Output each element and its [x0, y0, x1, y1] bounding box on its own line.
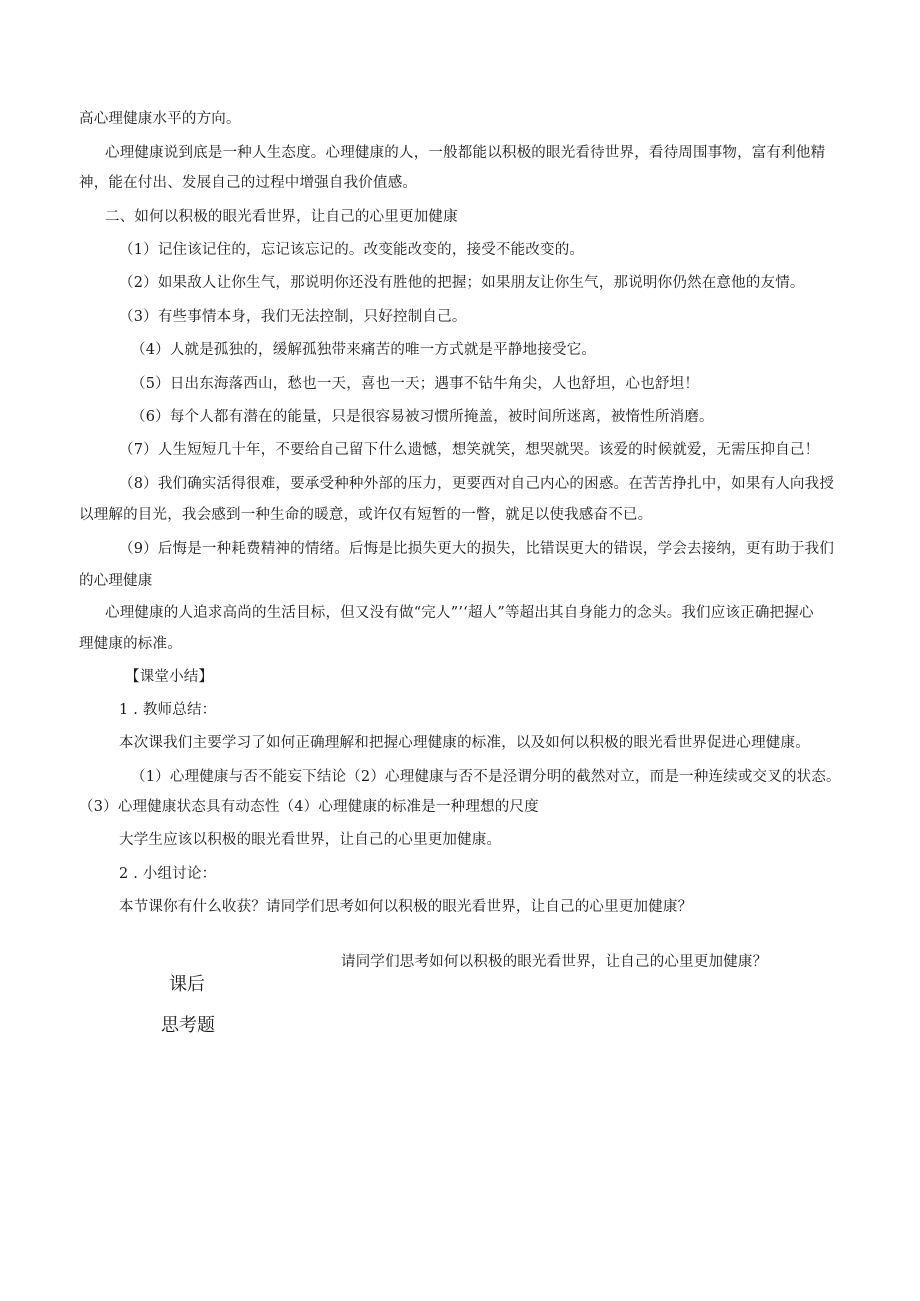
list-item-3: （3）有些事情本身，我们无法控制，只好控制自己。 [119, 309, 467, 325]
homework-question: 请同学们思考如何以积极的眼光看世界，让自己的心里更加健康？ [341, 954, 768, 970]
list-item-4: （4）人就是孤独的，缓解孤独带来痛苦的唯一方式就是平静地接受它。 [131, 342, 597, 358]
summary-line-2: （1）心理健康与否不能妄下结论（2）心理健康与否不是泾谓分明的截然对立，而是一种连续或交叉的状态。 [131, 769, 841, 785]
list-item-7: （7）人生短短几十年，不要给自己留下什么遗憾，想笑就笑，想哭就哭。该爱的时候就爱，无需压抑自己！ [119, 442, 820, 458]
list-item-9-cont: 的心理健康 [79, 573, 153, 589]
section-heading: 二、如何以积极的眼光看世界，让自己的心里更加健康 [105, 209, 458, 225]
list-item-8: （8）我们确实活得很难，要承受种种外部的压力，更要西对自己内心的困惑。在苦苦挣扎中，如果有人向我授 [119, 476, 835, 492]
para-line-4: 心理健康的人追求高尚的生活目标，但又没有做“完人”’‘超人”等超出其自身能力的念头。我们应该正确把握心 [105, 605, 814, 621]
para-line-3: 神，能在付出、发展自己的过程中增强自我价值感。 [79, 175, 418, 191]
list-item-5: （5）日出东海落西山，愁也一天，喜也一天；遇事不钻牛角尖，人也舒坦，心也舒坦！ [131, 376, 700, 392]
para-line-5: 理健康的标准。 [79, 636, 182, 652]
summary-line-3: （3）心理健康状态具有动态性（4）心理健康的标准是一种理想的尺度 [79, 799, 539, 815]
summary-heading: 【课堂小结】 [125, 669, 214, 685]
list-item-8-cont: 以理解的目光，我会感到一种生命的暖意，或许仅有短暂的一瞥，就足以使我感奋不已。 [79, 507, 653, 523]
list-item-1: （1）记住该记住的，忘记该忘记的。改变能改变的，接受不能改变的。 [119, 242, 585, 258]
homework-label-1: 课后 [169, 974, 205, 995]
group-discussion-label: 2 . 小组讨论： [119, 866, 217, 882]
teacher-summary-label: 1 . 教师总结： [119, 702, 217, 718]
summary-line-1: 本次课我们主要学习了如何正确理解和把握心理健康的标准，以及如何以积极的眼光看世界促进心理健康。 [119, 735, 810, 751]
homework-label-2: 思考题 [161, 1015, 215, 1036]
list-item-9: （9）后悔是一种耗费精神的情绪。后悔是比损失更大的损失，比错误更大的错误，学会去接纳，更有助于我们 [119, 541, 835, 557]
list-item-6: （6）每个人都有潜在的能量，只是很容易被习惯所掩盖，被时间所迷离，被惰性所消磨。 [131, 409, 714, 425]
para-line-1: 高心理健康水平的方向。 [79, 111, 241, 127]
summary-line-4: 大学生应该以积极的眼光看世界，让自己的心里更加健康。 [119, 832, 502, 848]
list-item-2: （2）如果敌人让你生气，那说明你还没有胜他的把握；如果朋友让你生气，那说明你仍然在意他的友情。 [119, 275, 805, 291]
discussion-line: 本节课你有什么收获？请同学们思考如何以积极的眼光看世界，让自己的心里更加健康？ [119, 899, 693, 915]
para-line-2: 心理健康说到底是一种人生态度。心理健康的人，一般都能以积极的眼光看待世界，看待周围事物，富有利他精 [105, 145, 826, 161]
